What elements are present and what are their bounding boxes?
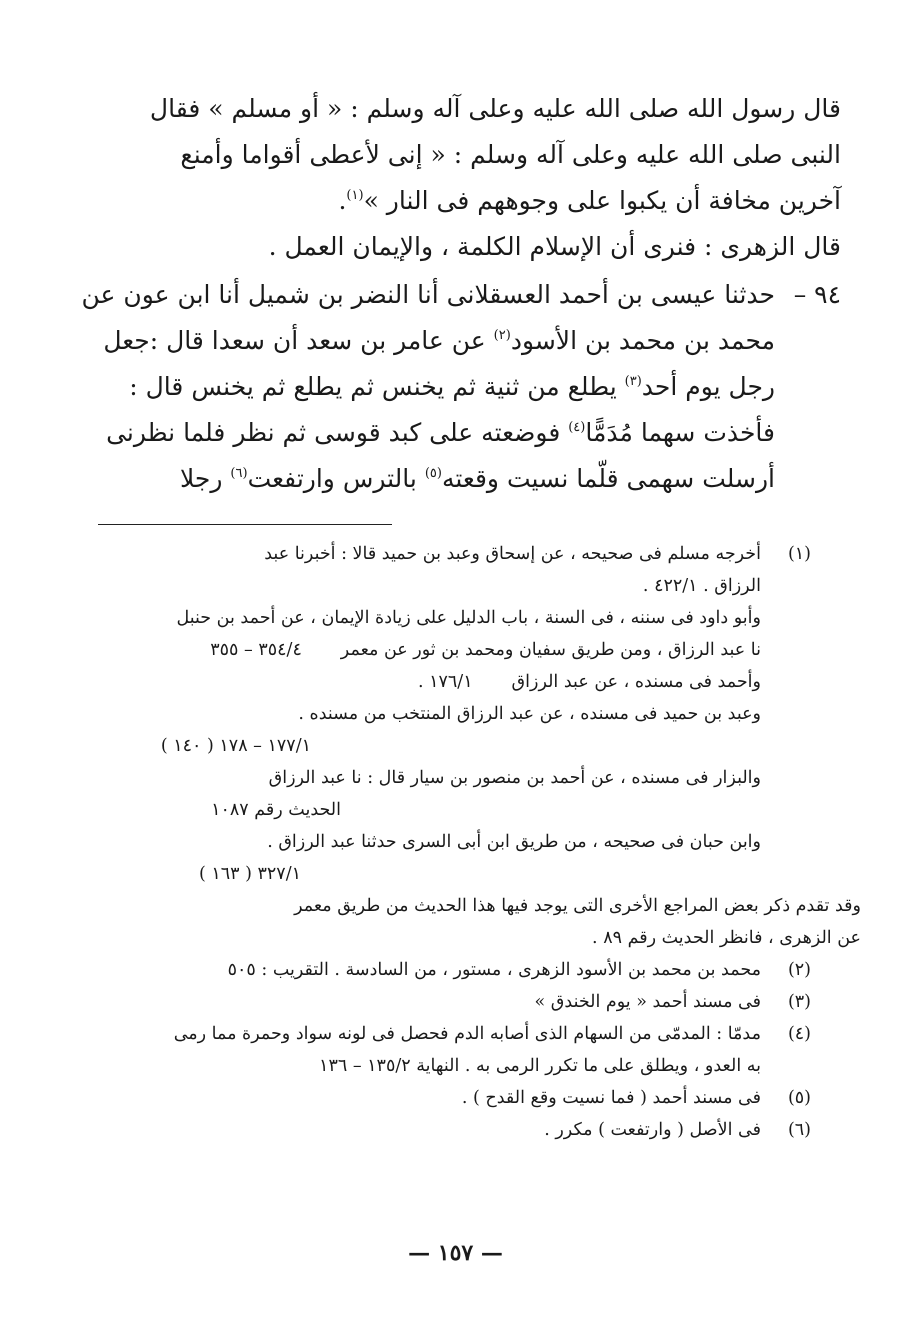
footnote-ref[interactable]: (٤)	[568, 420, 586, 435]
footnote-number: (٤)	[787, 1024, 811, 1044]
text-segment: نا عبد الرزاق ، ومن طريق سفيان ومحمد بن ثور عن معمر	[340, 640, 761, 660]
text-segment: محمد بن محمد بن الأسود	[510, 326, 775, 355]
footnote-line: وابن حبان فى صحيحه ، من طريق ابن أبى السرى حدثنا عبد الرزاق .	[267, 832, 761, 852]
text-segment: أرسلت سهمى قلّما نسيت وقعته	[441, 464, 775, 493]
page-number-value: ١٥٧	[437, 1240, 474, 1266]
citation-ref: ٣٥٤/٤ – ٣٥٥	[210, 640, 302, 660]
footnote-line	[111, 666, 761, 698]
footnote-line: مدمّا : المدمّى من السهام الذى أصابه الدم فحصل فى لونه سواد وحمرة مما رمى	[173, 1024, 761, 1044]
footnote-2	[111, 954, 811, 986]
footnote-line: الرزاق . ٤٢٢/١ .	[642, 576, 761, 596]
footnote-line: الحديث رقم ١٠٨٧	[211, 800, 341, 820]
text-line: قال الزهرى : فنرى أن الإسلام الكلمة ، والإيمان العمل .	[268, 232, 841, 261]
footnote-line: وأبو داود فى سننه ، فى السنة ، باب الدليل على زيادة الإيمان ، عن أحمد بن حنبل	[176, 608, 761, 628]
page-number: — ١٥٧ —	[408, 1240, 503, 1266]
footnote-number: (٢)	[787, 960, 811, 980]
footnote-line: ١٧٧/١ – ١٧٨ ( ١٤٠ )	[160, 736, 311, 756]
text-line: النبى صلى الله عليه وعلى آله وسلم : « إنى لأعطى أقواما وأمنع	[180, 140, 841, 169]
paragraph-zuhri	[121, 224, 841, 270]
footnote-line: به العدو ، ويطلق على ما تكرر الرمى به . النهاية ١٣٥/٢ – ١٣٦	[319, 1056, 761, 1076]
footnote-number: (١)	[787, 544, 811, 564]
footnote-ref[interactable]: (٣)	[624, 374, 642, 389]
text-line: آخرين مخافة أن يكبوا على وجوههم فى النار »$^{(١)}$.	[338, 186, 841, 215]
footnote-line: وقد تقدم ذكر بعض المراجع الأخرى التى يوجد فيها هذا الحديث من طريق معمر	[294, 896, 861, 916]
text-line	[121, 364, 775, 410]
footnote-line	[111, 634, 761, 666]
footnote-3	[111, 986, 811, 1018]
footnote-4	[111, 1018, 811, 1082]
footnote-line: فى مسند أحمد ( فما نسيت وقع القدح ) .	[461, 1088, 761, 1108]
text-segment: رجلا	[180, 464, 223, 493]
footnote-5	[111, 1082, 811, 1114]
text-segment: فوضعته على كبد قوسى ثم نظر فلما نظرنى	[106, 418, 561, 447]
footnote-ref[interactable]: (٥)	[424, 466, 442, 481]
text-segment: وأحمد فى مسنده ، عن عبد الرزاق	[511, 672, 761, 692]
hadith-94	[81, 272, 841, 502]
hadith-number: ٩٤ –	[793, 280, 841, 309]
text-segment: فأخذت سهما مُدَمًّا	[585, 418, 775, 447]
footnote-separator	[98, 524, 392, 525]
footnote-line: محمد بن محمد بن الأسود الزهرى ، مستور ، من السادسة . التقريب : ٥٠٥	[227, 960, 761, 980]
footnote-1	[111, 538, 811, 890]
text-segment: بالترس وارتفعت	[247, 464, 417, 493]
text-line	[106, 410, 775, 456]
footnote-6	[111, 1114, 811, 1146]
footnote-number: (٥)	[787, 1088, 811, 1108]
footnote-1-continued	[111, 890, 861, 954]
text-line: حدثنا عيسى بن أحمد العسقلانى أنا النضر بن شميل أنا ابن عون عن	[81, 280, 775, 309]
main-text	[81, 86, 841, 502]
footnote-line: عن الزهرى ، فانظر الحديث رقم ٨٩ .	[592, 928, 861, 948]
text-line: قال رسول الله صلى الله عليه وعلى آله وسلم : « أو مسلم » فقال	[149, 94, 841, 123]
citation-ref: ١٧٦/١ .	[417, 672, 473, 692]
footnote-line: وعبد بن حميد فى مسنده ، عن عبد الرزاق المنتخب من مسنده .	[298, 704, 761, 724]
paragraph-prophet-quote	[121, 86, 841, 224]
footnote-ref[interactable]: (١)	[346, 188, 364, 203]
text-segment: عن عامر بن سعد أن سعدا قال :جعل	[103, 326, 486, 355]
footnote-ref[interactable]: (٢)	[493, 328, 511, 343]
text-line	[121, 456, 775, 502]
text-segment: يطلع من ثنية ثم يخنس ثم يطلع ثم يخنس قال :	[129, 372, 617, 401]
footnote-number: (٣)	[787, 992, 811, 1012]
footnote-line: ٣٢٧/١ ( ١٦٣ )	[198, 864, 301, 884]
footnote-line: فى مسند أحمد « يوم الخندق »	[534, 992, 761, 1012]
text-segment: آخرين مخافة أن يكبوا على وجوههم فى النار »	[363, 186, 841, 215]
footnote-line: فى الأصل ( وارتفعت ) مكرر .	[544, 1120, 761, 1140]
footnote-ref[interactable]: (٦)	[230, 466, 248, 481]
footnote-line: والبزار فى مسنده ، عن أحمد بن منصور بن سيار قال : نا عبد الرزاق	[268, 768, 761, 788]
footnote-line: أخرجه مسلم فى صحيحه ، عن إسحاق وعبد بن حميد قالا : أخبرنا عبد	[264, 544, 761, 564]
footnotes	[111, 538, 861, 1146]
text-segment: رجل يوم أحد	[641, 372, 775, 401]
footnote-number: (٦)	[787, 1120, 811, 1140]
text-line	[103, 318, 775, 364]
